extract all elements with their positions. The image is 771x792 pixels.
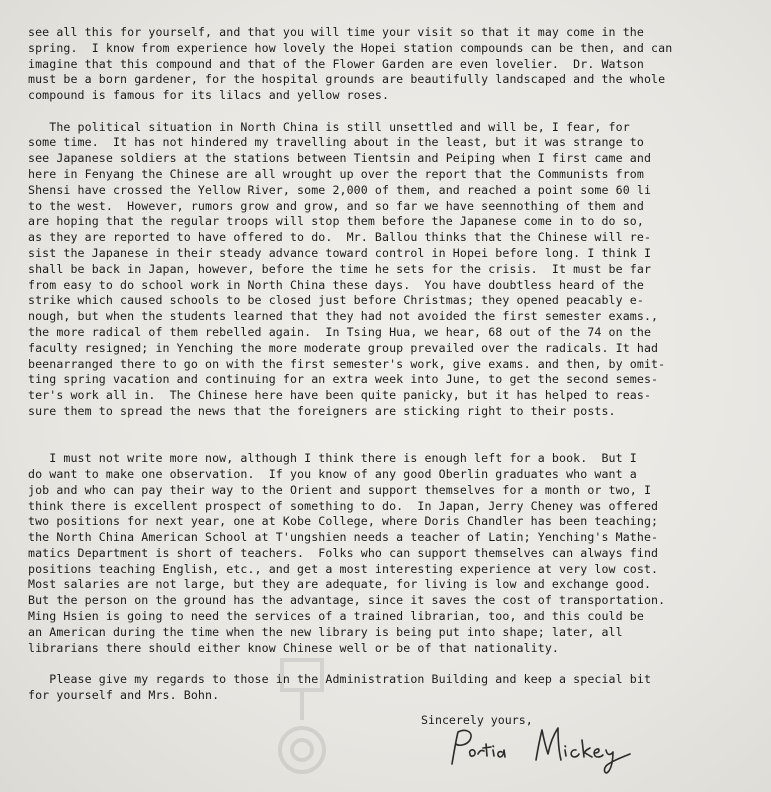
paragraph — [28, 451, 768, 656]
text-line: some time. It has not hindered my travelling about in the least, but it was strange to — [28, 135, 644, 150]
text-line: positions teaching English, etc., and get a most interesting experience at very low cost. — [28, 561, 659, 576]
text-line: strike which caused schools to be closed just before Christmas; they opened peacably e- — [28, 293, 644, 308]
text-line: Please give my regards to those in the Administration Building and keep a special bit — [28, 672, 652, 687]
text-line: shall be back in Japan, however, before the time he sets for the crisis. It must be far — [28, 261, 652, 276]
text-line: from easy to do school work in North China these days. You have doubtless heard of the — [28, 277, 644, 292]
text-line: I must not write more now, although I think there is enough left for a book. But I — [28, 451, 637, 466]
text-line: spring. I know from experience how lovely the Hopei station compounds can be then, and can — [28, 40, 673, 55]
text-line: must be a born gardener, for the hospital grounds are beautifully landscaped and the whole — [28, 72, 666, 87]
text-line: ting spring vacation and continuing for an extra week into June, to get the second semes- — [28, 372, 659, 387]
text-line: Ming Hsien is going to need the services of a trained librarian, too, and this could be — [28, 609, 644, 624]
closing-line: Sincerely yours, — [421, 713, 533, 727]
text-line: ter's work all in. The Chinese here have been quite panicky, but it has helped to reas- — [28, 388, 652, 403]
text-line: here in Fenyang the Chinese are all wrought up over the report that the Communists from — [28, 166, 644, 181]
handwritten-signature — [440, 720, 640, 780]
text-line: the North China American School at T'ungshien needs a teacher of Latin; Yenching's Mathe- — [28, 530, 659, 545]
text-line — [28, 420, 768, 436]
text-line: Most salaries are not large, but they are adequate, for living is low and exchange good. — [28, 577, 652, 592]
text-line: do want to make one observation. If you know of any good Oberlin graduates who want a — [28, 466, 637, 481]
text-line: But the person on the ground has the advantage, since it saves the cost of transportation. — [28, 593, 666, 608]
text-line: are hoping that the regular troops will stop them before the Japanese come in to do so, — [28, 214, 644, 229]
letter-body — [28, 25, 768, 704]
text-line: faculty resigned; in Yenching the more moderate group prevailed over the radicals. It had — [28, 340, 659, 355]
text-line: see all this for yourself, and that you will time your visit so that it may come in the — [28, 25, 644, 39]
paragraph-gap — [28, 104, 768, 120]
text-line: matics Department is short of teachers. Folks who can support themselves can always find — [28, 545, 659, 560]
text-line: beenarranged there to go on with the first semester's work, give exams. and then, by omit- — [28, 356, 666, 371]
text-line: imagine that this compound and that of the Flower Garden are even lovelier. Dr. Watson — [28, 56, 644, 71]
text-line: think there is excellent prospect of something to do. In Japan, Jerry Cheney was offered — [28, 498, 659, 513]
text-line: see Japanese soldiers at the stations between Tientsin and Peiping when I first came and — [28, 151, 652, 166]
text-line: the more radical of them rebelled again. In Tsing Hua, we hear, 68 out of the 74 on the — [28, 324, 652, 339]
text-line: two positions for next year, one at Kobe College, where Doris Chandler has been teaching; — [28, 514, 659, 529]
text-line: an American during the time when the new library is being put into shape; later, all — [28, 624, 623, 639]
text-line: sure them to spread the news that the foreigners are sticking right to their posts. — [28, 403, 616, 418]
text-line: for yourself and Mrs. Bohn. — [28, 687, 220, 702]
text-line: Shensi have crossed the Yellow River, some 2,000 of them, and reached a point some 60 li — [28, 182, 652, 197]
text-line: librarians there should either know Chinese well or be of that nationality. — [28, 640, 560, 655]
text-line: to the west. However, rumors grow and grow, and so far we have seennothing of them and — [28, 198, 644, 213]
paragraph-gap — [28, 656, 768, 672]
paragraph — [28, 120, 768, 436]
text-line: nough, but when the students learned that they had not avoided the first semester exams., — [28, 309, 659, 324]
text-line: The political situation in North China is still unsettled and will be, I fear, for — [28, 119, 630, 134]
text-line: as they are reported to have offered to do. Mr. Ballou thinks that the Chinese will re- — [28, 230, 652, 245]
paragraph — [28, 25, 768, 104]
paragraph — [28, 672, 768, 704]
text-line: sist the Japanese in their steady advance toward control in Hopei before long. I think I — [28, 245, 652, 260]
text-line: job and who can pay their way to the Orient and support themselves for a month or two, I — [28, 482, 652, 497]
paragraph-gap — [28, 436, 768, 452]
text-line: compound is famous for its lilacs and yellow roses. — [28, 88, 390, 103]
